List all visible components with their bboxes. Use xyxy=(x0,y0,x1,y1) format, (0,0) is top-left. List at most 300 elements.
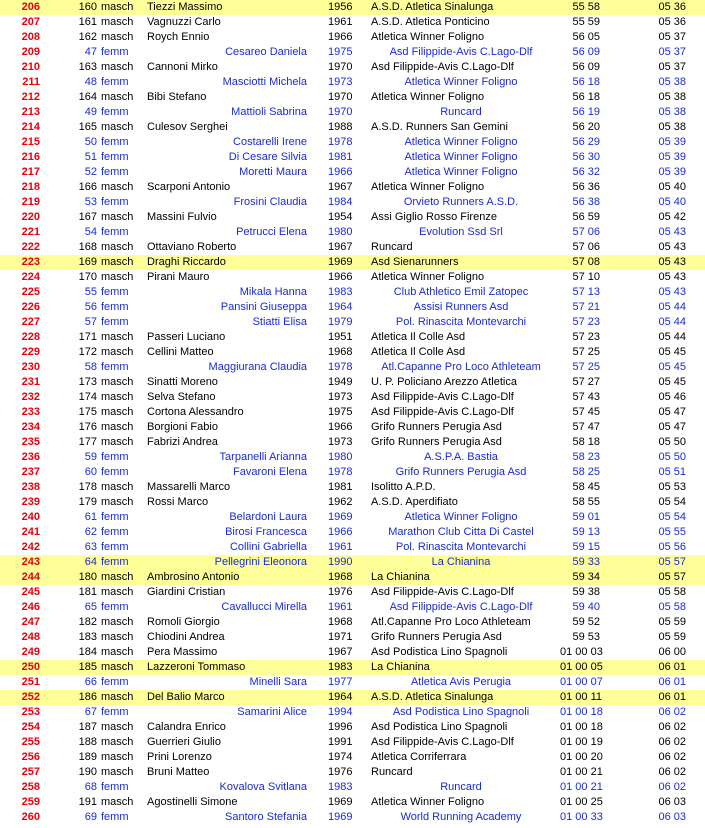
category-number: 64 xyxy=(84,556,97,568)
table-row xyxy=(0,150,705,165)
finish-time: 59 33 xyxy=(572,556,600,568)
pace-per-km: 05 43 xyxy=(658,241,686,253)
category-number: 62 xyxy=(84,526,97,538)
position: 235 xyxy=(21,436,40,448)
pace-per-km: 05 46 xyxy=(658,391,686,403)
club-name: A.S.P.A. Bastia xyxy=(424,451,498,463)
position: 218 xyxy=(21,181,40,193)
position: 225 xyxy=(21,286,40,298)
birth-year: 1969 xyxy=(328,811,353,823)
table-row xyxy=(0,420,705,435)
athlete-name: Cesareo Daniela xyxy=(225,46,307,58)
pace-per-km: 05 56 xyxy=(658,541,686,553)
table-row xyxy=(0,585,705,600)
athlete-name: Cavallucci Mirella xyxy=(221,601,307,613)
athlete-name: Draghi Riccardo xyxy=(147,256,226,268)
position: 211 xyxy=(22,76,40,88)
table-row xyxy=(0,510,705,525)
birth-year: 1966 xyxy=(328,166,353,178)
category-number: 69 xyxy=(84,811,97,823)
birth-year: 1977 xyxy=(328,676,353,688)
position: 239 xyxy=(21,496,40,508)
finish-time: 01 00 11 xyxy=(560,691,603,703)
category-number: 174 xyxy=(78,391,97,403)
category-number: 187 xyxy=(78,721,97,733)
finish-time: 59 38 xyxy=(572,586,600,598)
position: 236 xyxy=(21,451,40,463)
table-row xyxy=(0,120,705,135)
category-number: 59 xyxy=(84,451,97,463)
pace-per-km: 05 38 xyxy=(658,121,686,133)
category: masch xyxy=(101,421,134,433)
birth-year: 1983 xyxy=(328,286,353,298)
category-number: 183 xyxy=(78,631,97,643)
pace-per-km: 05 43 xyxy=(658,256,686,268)
category: masch xyxy=(101,31,134,43)
club-name: La Chianina xyxy=(431,556,491,568)
category-number: 161 xyxy=(78,16,97,28)
category: masch xyxy=(101,61,134,73)
club-name: Atletica Winner Foligno xyxy=(371,796,485,808)
category: femm xyxy=(101,301,129,313)
category: femm xyxy=(101,166,129,178)
birth-year: 1981 xyxy=(328,151,353,163)
position: 215 xyxy=(21,136,40,148)
category-number: 50 xyxy=(84,136,97,148)
athlete-name: Kovalova Svitlana xyxy=(219,781,307,793)
category-number: 170 xyxy=(78,271,97,283)
birth-year: 1974 xyxy=(328,751,353,763)
category: masch xyxy=(101,481,134,493)
birth-year: 1981 xyxy=(328,481,353,493)
birth-year: 1976 xyxy=(328,766,353,778)
athlete-name: Massarelli Marco xyxy=(147,481,231,493)
category: masch xyxy=(101,181,134,193)
pace-per-km: 05 45 xyxy=(658,361,686,373)
category-number: 177 xyxy=(78,436,97,448)
finish-time: 01 00 18 xyxy=(560,706,603,718)
table-row xyxy=(0,360,705,375)
pace-per-km: 06 01 xyxy=(658,691,686,703)
club-name: Assisi Runners Asd xyxy=(413,301,509,313)
club-name: Evolution Ssd Srl xyxy=(419,226,503,238)
table-row xyxy=(0,135,705,150)
position: 220 xyxy=(21,211,40,223)
table-row xyxy=(0,105,705,120)
table-row xyxy=(0,315,705,330)
category-number: 61 xyxy=(84,511,97,523)
category: femm xyxy=(101,466,129,478)
club-name: Pol. Rinascita Montevarchi xyxy=(395,541,527,553)
pace-per-km: 05 50 xyxy=(658,451,686,463)
table-row xyxy=(0,210,705,225)
category-number: 55 xyxy=(84,286,97,298)
pace-per-km: 05 44 xyxy=(658,301,686,313)
position: 229 xyxy=(21,346,40,358)
table-row xyxy=(0,45,705,60)
club-name: A.S.D. Atletica Ponticino xyxy=(371,16,490,28)
finish-time: 01 00 05 xyxy=(560,661,603,673)
finish-time: 57 23 xyxy=(572,331,600,343)
club-name: Atletica Winner Foligno xyxy=(371,181,485,193)
position: 209 xyxy=(21,46,40,58)
category: femm xyxy=(101,226,129,238)
finish-time: 57 10 xyxy=(572,271,600,283)
pace-per-km: 06 02 xyxy=(658,736,686,748)
athlete-name: Cannoni Mirko xyxy=(147,61,218,73)
position: 222 xyxy=(21,241,40,253)
athlete-name: Giardini Cristian xyxy=(147,586,226,598)
club-name: Runcard xyxy=(440,106,482,118)
category-number: 162 xyxy=(78,31,97,43)
club-name: Atletica Winner Foligno xyxy=(371,31,485,43)
pace-per-km: 05 57 xyxy=(658,556,686,568)
finish-time: 55 59 xyxy=(572,16,600,28)
finish-time: 59 40 xyxy=(572,601,600,613)
table-row xyxy=(0,180,705,195)
table-row xyxy=(0,240,705,255)
athlete-name: Pellegrini Eleonora xyxy=(214,556,307,568)
pace-per-km: 05 43 xyxy=(658,271,686,283)
athlete-name: Samarini Alice xyxy=(237,706,307,718)
club-name: Assi Giglio Rosso Firenze xyxy=(371,211,497,223)
pace-per-km: 05 37 xyxy=(658,46,686,58)
table-row xyxy=(0,480,705,495)
table-row xyxy=(0,780,705,795)
position: 250 xyxy=(21,661,40,673)
category: femm xyxy=(101,151,129,163)
category-number: 63 xyxy=(84,541,97,553)
category-number: 49 xyxy=(84,106,97,118)
position: 246 xyxy=(21,601,40,613)
category: masch xyxy=(101,661,134,673)
athlete-name: Collini Gabriella xyxy=(229,541,307,553)
position: 253 xyxy=(21,706,40,718)
category-number: 185 xyxy=(78,661,97,673)
finish-time: 01 00 25 xyxy=(560,796,603,808)
category-number: 184 xyxy=(78,646,97,658)
birth-year: 1983 xyxy=(328,781,353,793)
category: femm xyxy=(101,706,129,718)
birth-year: 1988 xyxy=(328,121,353,133)
athlete-name: Roych Ennio xyxy=(147,31,210,43)
category-number: 181 xyxy=(78,586,97,598)
position: 245 xyxy=(21,586,40,598)
finish-time: 01 00 20 xyxy=(560,751,603,763)
club-name: Atletica Il Colle Asd xyxy=(371,331,466,343)
finish-time: 56 05 xyxy=(572,31,600,43)
category: femm xyxy=(101,286,129,298)
category: masch xyxy=(101,211,134,223)
birth-year: 1949 xyxy=(328,376,353,388)
pace-per-km: 06 02 xyxy=(658,781,686,793)
finish-time: 57 06 xyxy=(572,241,600,253)
table-row xyxy=(0,540,705,555)
table-row xyxy=(0,630,705,645)
category: femm xyxy=(101,601,129,613)
category-number: 189 xyxy=(78,751,97,763)
position: 237 xyxy=(21,466,40,478)
athlete-name: Agostinelli Simone xyxy=(147,796,238,808)
category: masch xyxy=(101,631,134,643)
finish-time: 56 20 xyxy=(572,121,600,133)
position: 247 xyxy=(21,616,40,628)
pace-per-km: 05 36 xyxy=(658,1,686,13)
club-name: Asd Podistica Lino Spagnoli xyxy=(371,721,508,733)
table-row xyxy=(0,765,705,780)
finish-time: 57 21 xyxy=(572,301,600,313)
finish-time: 57 06 xyxy=(572,226,600,238)
finish-time: 56 09 xyxy=(572,61,600,73)
position: 260 xyxy=(21,811,40,823)
athlete-name: Di Cesare Silvia xyxy=(228,151,307,163)
club-name: Grifo Runners Perugia Asd xyxy=(371,631,502,643)
club-name: Grifo Runners Perugia Asd xyxy=(371,436,502,448)
table-row xyxy=(0,405,705,420)
athlete-name: Pansini Giuseppa xyxy=(220,301,307,313)
birth-year: 1978 xyxy=(328,136,353,148)
pace-per-km: 05 37 xyxy=(658,61,686,73)
birth-year: 1970 xyxy=(328,91,353,103)
pace-per-km: 06 02 xyxy=(658,721,686,733)
position: 234 xyxy=(21,421,40,433)
pace-per-km: 05 57 xyxy=(658,571,686,583)
athlete-name: Minelli Sara xyxy=(249,676,307,688)
table-row xyxy=(0,270,705,285)
category-number: 190 xyxy=(78,766,97,778)
finish-time: 56 32 xyxy=(572,166,600,178)
category-number: 169 xyxy=(78,256,97,268)
pace-per-km: 05 39 xyxy=(658,166,686,178)
position: 252 xyxy=(21,691,40,703)
athlete-name: Cortona Alessandro xyxy=(147,406,244,418)
pace-per-km: 05 39 xyxy=(658,151,686,163)
category-number: 67 xyxy=(84,706,97,718)
pace-per-km: 06 01 xyxy=(658,661,686,673)
category: masch xyxy=(101,406,134,418)
category-number: 173 xyxy=(78,376,97,388)
category-number: 188 xyxy=(78,736,97,748)
athlete-name: Culesov Serghei xyxy=(147,121,228,133)
club-name: Atl.Capanne Pro Loco Athleteam xyxy=(371,616,531,628)
birth-year: 1994 xyxy=(328,706,353,718)
category: femm xyxy=(101,196,129,208)
finish-time: 58 25 xyxy=(572,466,600,478)
category-number: 160 xyxy=(78,1,97,13)
table-row xyxy=(0,165,705,180)
finish-time: 58 23 xyxy=(572,451,600,463)
pace-per-km: 05 54 xyxy=(658,496,686,508)
birth-year: 1968 xyxy=(328,346,353,358)
birth-year: 1975 xyxy=(328,46,353,58)
category: masch xyxy=(101,241,134,253)
finish-time: 59 52 xyxy=(572,616,600,628)
birth-year: 1966 xyxy=(328,271,353,283)
pace-per-km: 05 51 xyxy=(658,466,686,478)
pace-per-km: 05 43 xyxy=(658,286,686,298)
finish-time: 56 19 xyxy=(572,106,600,118)
club-name: Asd Sienarunners xyxy=(371,256,459,268)
position: 240 xyxy=(21,511,40,523)
category: masch xyxy=(101,571,134,583)
category-number: 60 xyxy=(84,466,97,478)
club-name: Runcard xyxy=(371,241,413,253)
birth-year: 1966 xyxy=(328,526,353,538)
club-name: A.S.D. Runners San Gemini xyxy=(371,121,508,133)
pace-per-km: 05 47 xyxy=(658,421,686,433)
club-name: Runcard xyxy=(371,766,413,778)
athlete-name: Belardoni Laura xyxy=(229,511,307,523)
finish-time: 59 13 xyxy=(572,526,600,538)
pace-per-km: 05 40 xyxy=(658,181,686,193)
table-row xyxy=(0,195,705,210)
finish-time: 57 08 xyxy=(572,256,600,268)
category: femm xyxy=(101,811,129,823)
position: 216 xyxy=(21,151,40,163)
athlete-name: Petrucci Elena xyxy=(236,226,307,238)
category: femm xyxy=(101,541,129,553)
position: 238 xyxy=(21,481,40,493)
birth-year: 1964 xyxy=(328,301,353,313)
birth-year: 1969 xyxy=(328,511,353,523)
category: masch xyxy=(101,796,134,808)
position: 221 xyxy=(21,226,40,238)
pace-per-km: 06 02 xyxy=(658,766,686,778)
category-number: 57 xyxy=(84,316,97,328)
table-row xyxy=(0,690,705,705)
category: masch xyxy=(101,721,134,733)
table-row xyxy=(0,795,705,810)
birth-year: 1980 xyxy=(328,226,353,238)
athlete-name: Santoro Stefania xyxy=(225,811,307,823)
table-row xyxy=(0,750,705,765)
position: 214 xyxy=(21,121,40,133)
position: 228 xyxy=(21,331,40,343)
birth-year: 1961 xyxy=(328,16,353,28)
birth-year: 1961 xyxy=(328,541,353,553)
pace-per-km: 05 38 xyxy=(658,106,686,118)
table-row xyxy=(0,60,705,75)
birth-year: 1980 xyxy=(328,451,353,463)
pace-per-km: 06 03 xyxy=(658,811,686,823)
table-row xyxy=(0,555,705,570)
pace-per-km: 06 00 xyxy=(658,646,686,658)
category-number: 166 xyxy=(78,181,97,193)
club-name: Atletica Winner Foligno xyxy=(404,76,518,88)
position: 231 xyxy=(21,376,40,388)
birth-year: 1976 xyxy=(328,586,353,598)
position: 251 xyxy=(21,676,40,688)
table-row xyxy=(0,465,705,480)
club-name: Atletica Corriferrara xyxy=(371,751,467,763)
athlete-name: Pirani Mauro xyxy=(147,271,210,283)
finish-time: 57 43 xyxy=(572,391,600,403)
pace-per-km: 05 45 xyxy=(658,346,686,358)
table-row xyxy=(0,570,705,585)
pace-per-km: 05 40 xyxy=(658,196,686,208)
pace-per-km: 05 47 xyxy=(658,406,686,418)
category-number: 68 xyxy=(84,781,97,793)
athlete-name: Tiezzi Massimo xyxy=(147,1,223,13)
birth-year: 1966 xyxy=(328,31,353,43)
category-number: 66 xyxy=(84,676,97,688)
athlete-name: Ottaviano Roberto xyxy=(147,241,237,253)
club-name: Marathon Club Citta Di Castel xyxy=(388,526,534,538)
table-row xyxy=(0,720,705,735)
position: 256 xyxy=(21,751,40,763)
category: femm xyxy=(101,526,129,538)
athlete-name: Ambrosino Antonio xyxy=(147,571,240,583)
category: femm xyxy=(101,781,129,793)
position: 223 xyxy=(21,256,40,268)
position: 242 xyxy=(21,541,40,553)
birth-year: 1956 xyxy=(328,1,353,13)
athlete-name: Bruni Matteo xyxy=(147,766,210,778)
club-name: Pol. Rinascita Montevarchi xyxy=(395,316,527,328)
club-name: A.S.D. Aperdifiato xyxy=(371,496,458,508)
category: masch xyxy=(101,1,134,13)
club-name: La Chianina xyxy=(371,571,430,583)
position: 213 xyxy=(21,106,40,118)
athlete-name: Scarponi Antonio xyxy=(147,181,231,193)
table-row xyxy=(0,525,705,540)
club-name: A.S.D. Atletica Sinalunga xyxy=(371,1,494,13)
category: masch xyxy=(101,376,134,388)
category: masch xyxy=(101,766,134,778)
finish-time: 59 15 xyxy=(572,541,600,553)
club-name: Asd Filippide-Avis C.Lago-Dlf xyxy=(371,61,514,73)
category-number: 176 xyxy=(78,421,97,433)
birth-year: 1966 xyxy=(328,421,353,433)
position: 206 xyxy=(21,1,40,13)
finish-time: 01 00 18 xyxy=(560,721,603,733)
finish-time: 57 45 xyxy=(572,406,600,418)
table-row xyxy=(0,705,705,720)
birth-year: 1973 xyxy=(328,76,353,88)
category-number: 191 xyxy=(78,796,97,808)
athlete-name: Guerrieri Giulio xyxy=(147,736,221,748)
category: masch xyxy=(101,616,134,628)
category: femm xyxy=(101,46,129,58)
club-name: Asd Filippide-Avis C.Lago-Dlf xyxy=(389,601,533,613)
club-name: Atletica Winner Foligno xyxy=(404,136,518,148)
finish-time: 56 09 xyxy=(572,46,600,58)
category-number: 65 xyxy=(84,601,97,613)
category-number: 175 xyxy=(78,406,97,418)
category-number: 168 xyxy=(78,241,97,253)
pace-per-km: 05 38 xyxy=(658,91,686,103)
position: 255 xyxy=(21,736,40,748)
athlete-name: Romoli Giorgio xyxy=(147,616,220,628)
pace-per-km: 05 42 xyxy=(658,211,686,223)
athlete-name: Frosini Claudia xyxy=(233,196,307,208)
category: masch xyxy=(101,256,134,268)
table-row xyxy=(0,300,705,315)
category: masch xyxy=(101,691,134,703)
athlete-name: Costarelli Irene xyxy=(233,136,307,148)
table-row xyxy=(0,90,705,105)
category: femm xyxy=(101,451,129,463)
table-row xyxy=(0,435,705,450)
pace-per-km: 05 45 xyxy=(658,376,686,388)
category-number: 56 xyxy=(84,301,97,313)
birth-year: 1978 xyxy=(328,361,353,373)
club-name: Atl.Capanne Pro Loco Athleteam xyxy=(381,361,541,373)
category: masch xyxy=(101,121,134,133)
pace-per-km: 05 59 xyxy=(658,616,686,628)
category: femm xyxy=(101,511,129,523)
athlete-name: Rossi Marco xyxy=(147,496,209,508)
